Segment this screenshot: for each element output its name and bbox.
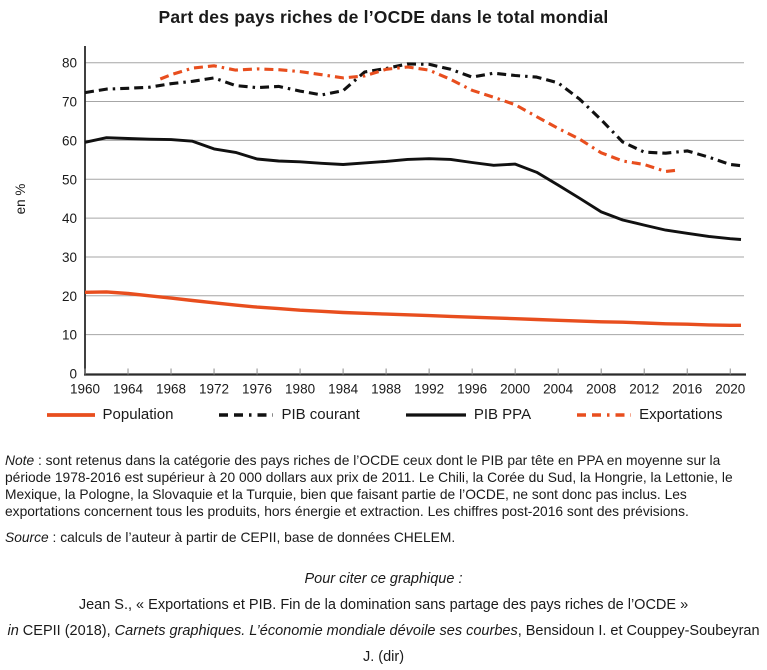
svg-text:2020: 2020 [715, 381, 746, 397]
legend-label-population: Population [102, 406, 174, 423]
svg-text:1980: 1980 [285, 381, 316, 397]
citation-publisher: CEPII (2018), [22, 623, 115, 639]
svg-text:2004: 2004 [543, 381, 574, 397]
note-label: Note [5, 453, 35, 468]
citation-reference: Jean S., « Exportations et PIB. Fin de la domination sans partage des pays riches de l’OCDE » [78, 597, 689, 613]
legend-label-pib-ppa: PIB PPA [473, 406, 532, 423]
svg-text:20: 20 [61, 288, 77, 304]
citation-book-title: Carnets graphiques. L’économie mondiale dévoile ses courbes [114, 623, 518, 639]
svg-text:1988: 1988 [371, 381, 402, 397]
svg-text:2000: 2000 [500, 381, 531, 397]
svg-text:60: 60 [61, 133, 77, 149]
legend-item-pib-courant [217, 406, 359, 423]
pib-ppa-line-swatch [404, 410, 468, 420]
svg-text:50: 50 [61, 172, 77, 188]
legend-item-exportations [575, 406, 722, 423]
legend-item-pib-ppa [404, 406, 531, 423]
series-pib-courant [85, 64, 741, 166]
svg-text:80: 80 [61, 55, 77, 71]
exportations-line-swatch [575, 410, 633, 420]
svg-text:1976: 1976 [242, 381, 273, 397]
svg-text:2012: 2012 [629, 381, 660, 397]
svg-text:1996: 1996 [457, 381, 488, 397]
svg-text:0: 0 [69, 366, 77, 382]
series-population [85, 292, 741, 325]
svg-text:1972: 1972 [199, 381, 230, 397]
note-body: : sont retenus dans la catégorie des pays riches de l’OCDE ceux dont le PIB par tête en PPA en moyenne sur la période 1978-2016 est supérieur à 20 000 dollars aux prix de 2011. Le Chili, la Corée du Sud, la Hongrie, la Lettonie, le Mexique, la Pologne, la Slovaquie et la Turquie, bien que faisant partie de l’OCDE, ne sont donc pas inclus. Les exportations concernent tous les produits, hors énergie et extraction. Les chiffres post-2016 sont des prévisions. [5, 453, 733, 519]
series-exportations [160, 66, 676, 172]
svg-text:1984: 1984 [328, 381, 359, 397]
chart-title: Part des pays riches de l’OCDE dans le total mondial [158, 7, 609, 27]
source-label: Source [5, 530, 49, 545]
svg-text:1960: 1960 [69, 381, 101, 397]
svg-text:30: 30 [61, 249, 77, 265]
source-body: : calculs de l’auteur à partir de CEPII, base de données CHELEM. [48, 530, 456, 545]
pib-courant-line-swatch [217, 410, 275, 420]
citation-block [0, 566, 767, 670]
legend-item-population [45, 406, 174, 423]
note-text [5, 452, 762, 520]
svg-text:70: 70 [61, 94, 77, 110]
citation-publication [0, 618, 767, 670]
svg-text:2016: 2016 [672, 381, 703, 397]
legend [0, 406, 767, 423]
citation-in: in [7, 623, 23, 639]
svg-text:1992: 1992 [414, 381, 445, 397]
citation-editors: , Bensidoun I. et Couppey-Soubeyran J. (dir) [362, 623, 760, 665]
svg-text:1968: 1968 [156, 381, 187, 397]
svg-text:2008: 2008 [586, 381, 617, 397]
svg-text:1964: 1964 [112, 381, 144, 397]
svg-text:40: 40 [61, 211, 77, 227]
population-line-swatch [45, 410, 97, 420]
source-text [5, 530, 762, 545]
citation-heading: Pour citer ce graphique : [304, 571, 463, 587]
legend-label-exportations: Exportations [639, 406, 723, 423]
legend-label-pib-courant: PIB courant [281, 406, 360, 423]
svg-text:en %: en % [13, 183, 28, 215]
svg-text:10: 10 [61, 327, 77, 343]
